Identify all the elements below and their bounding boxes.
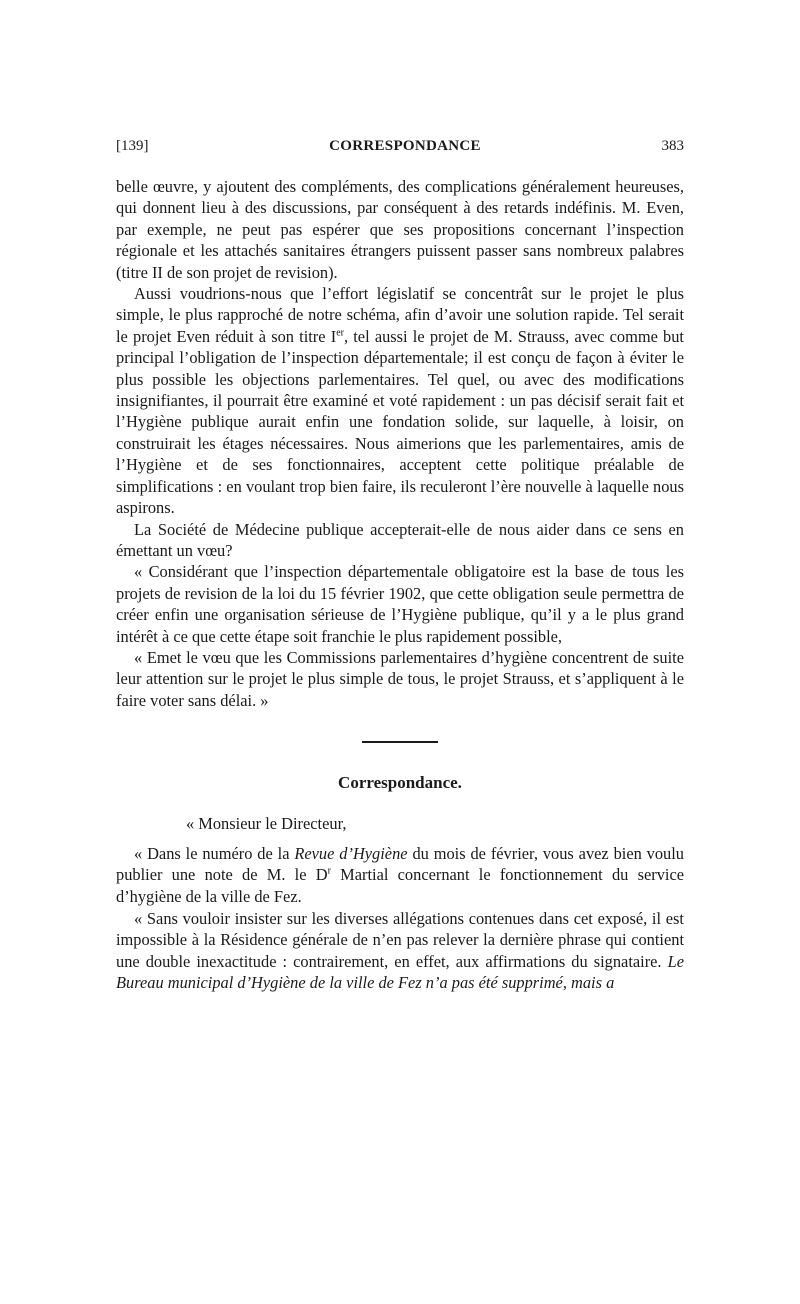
running-header [116, 138, 684, 160]
letter-body [116, 813, 684, 994]
paragraph-text: , tel aussi le projet de M. Strauss, avec comme but principal l’obligation de l’inspection départementale; il est conçu de façon à éviter le plus possible les objections parlementaires. Tel quel, ou avec des modifications insignifiantes, il pourrait être examiné et voté rapidement : un pas décisif serait fait et l’Hygiène publique aurait enfin une fondation solide, sur laquelle, à loisir, on construirait les étages nécessaires. Nous aimerions que les parlementaires, amis de l’Hygiène et de ses fonctionnaires, acceptent cette politique préalable de simplifications : en voulant trop bien faire, ils reculeront l’ère nouvelle à laquelle nous aspirons. [116, 326, 684, 518]
section-heading: Correspondance. [338, 773, 462, 793]
header-bracket-number: [139] [116, 138, 149, 154]
paragraph-continuation: belle œuvre, y ajoutent des compléments, des complications généralement heureuses, qui donnent lieu à des discussions, par conséquent à des retards indéfinis. M. Even, par exemple, ne peut pas espérer que ses propositions concernant l’inspection régionale et les attachés sanitaires étrangers puissent passer sans nombreux palabres (titre II de son projet de revision). [116, 177, 684, 282]
italic-statement: Le Bureau municipal d’Hygiène de la ville de Fez n’a pas été supprimé, mais a [116, 951, 684, 993]
paragraph-society-question: La Société de Médecine publique accepterait-elle de nous aider dans ce sens en émettant un vœu? [116, 519, 684, 560]
superscript: er [336, 327, 344, 339]
journal-title: Revue d’Hygiène [294, 843, 408, 863]
section-divider [362, 741, 438, 743]
paragraph-considerant: « Considérant que l’inspection départementale obligatoire est la base de tous les projets de revision de la loi du 15 février 1902, que cette obligation seule permettra de créer enfin une organisation sérieuse de l’Hygiène publique, qu’il y a le plus grand intérêt à ce que cette étape soit franchie le plus rapidement possible, [116, 562, 684, 646]
article-body [116, 176, 684, 711]
letter-text: du mois de février, vous avez bien voulu publier une note de M. le D [116, 843, 685, 885]
letter-salutation: « Monsieur le Directeur, [186, 814, 347, 834]
superscript: r [327, 865, 331, 877]
letter-paragraph-1 [116, 843, 684, 908]
paragraph-legislative-effort [116, 283, 684, 518]
letter-text: « Sans vouloir insister sur les diverses allégations contenues dans cet exposé, il est impossible à la Résidence générale de n’en pas relever la dernière phrase qui contient une double inexactitude : contrairement, en effet, aux affirmations du signataire. [116, 908, 684, 971]
page-number: 383 [661, 138, 684, 154]
header-title: CORRESPONDANCE [329, 138, 481, 154]
letter-text: « Dans le numéro de la [134, 843, 295, 863]
paragraph-text: Aussi voudrions-nous que l’effort législatif se concentrât sur le projet le plus simple, le plus rapproché de notre schéma, afin d’avoir une solution rapide. Tel serait le projet Even réduit à son titre I [116, 284, 684, 346]
page [116, 138, 684, 994]
letter-paragraph-2 [116, 908, 684, 994]
paragraph-voeu: « Emet le vœu que les Commissions parlementaires d’hygiène concentrent de suite leur attention sur le projet le plus simple de tous, le projet Strauss, et s’appliquent à le faire voter sans délai. » [116, 647, 684, 710]
letter-text: Martial concernant le fonctionnement du service d’hygiène de la ville de Fez. [116, 865, 684, 906]
